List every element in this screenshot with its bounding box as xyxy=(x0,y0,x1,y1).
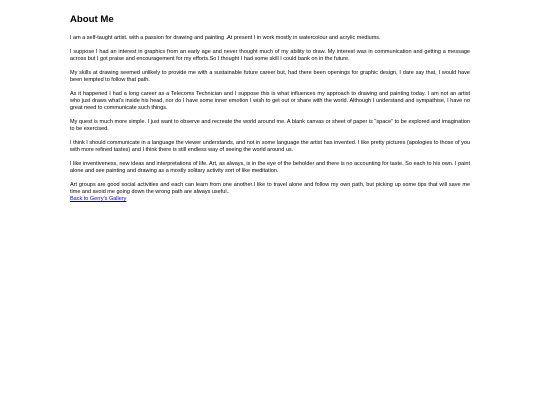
paragraph-communicate: I think I should communicate in a language the viewer understands, and not in some language the artist has invented. I like pretty pictures (apologies to those of you with more refined tastes) and I think there is still endless way of seeing the world around us. xyxy=(70,140,470,153)
main-content xyxy=(70,14,470,203)
back-to-gallery-link[interactable]: Back to Gerry's Gallery xyxy=(70,196,127,202)
page-title: About Me xyxy=(70,14,114,25)
paragraph-quest: My quest is much more simple. I just want to observe and recreate the world around me. A blank canvas or sheet of paper is "space" to be explored and imagination to be exercised. xyxy=(70,119,470,132)
paragraph-art-groups: Art groups are good social activities and each can learn from one another.I like to travel alone and follow my own path, but picking up some tips that will save me time and avoid me going down the wrong path are always useful.. xyxy=(70,182,470,195)
paragraph-early-interest: I suppose I had an interest in graphics from an early age and never thought much of my ability to draw. My interest was in communication and getting a message across but I got praise and encouragement for my efforts.So I thought I had some skill I could bank on in the future. xyxy=(70,49,470,62)
paragraph-intro: I am a self-taught artist. with a passion for drawing and painting .At present I in work mostly in watercolour and acrylic mediums. xyxy=(70,35,381,41)
paragraph-inventiveness: I like inventiveness, new ideas and interpretations of life. Art, as always, is in the eye of the beholder and there is no accounting for taste. So each to his own. I paint alone and see painting and drawing as a mostly solitary activity sort of like meditation. xyxy=(70,161,470,174)
paragraph-telecoms: As it happened I had a long career as a Telecoms Technician and I suppose this is what influences my approach to drawing and painting today. I am not an artist who just draws what's inside his head, nor do I have some inner emotion I wish to get out or share with the world. Although I understand and sympathise, I have no great need to communicate such things. xyxy=(70,91,470,111)
paragraph-career-skills: My skills at drawing seemed unlikely to provide me with a sustainable future career but, had there been openings for graphic design, I dare say that, I would have been tempted to follow that path. xyxy=(70,70,470,83)
